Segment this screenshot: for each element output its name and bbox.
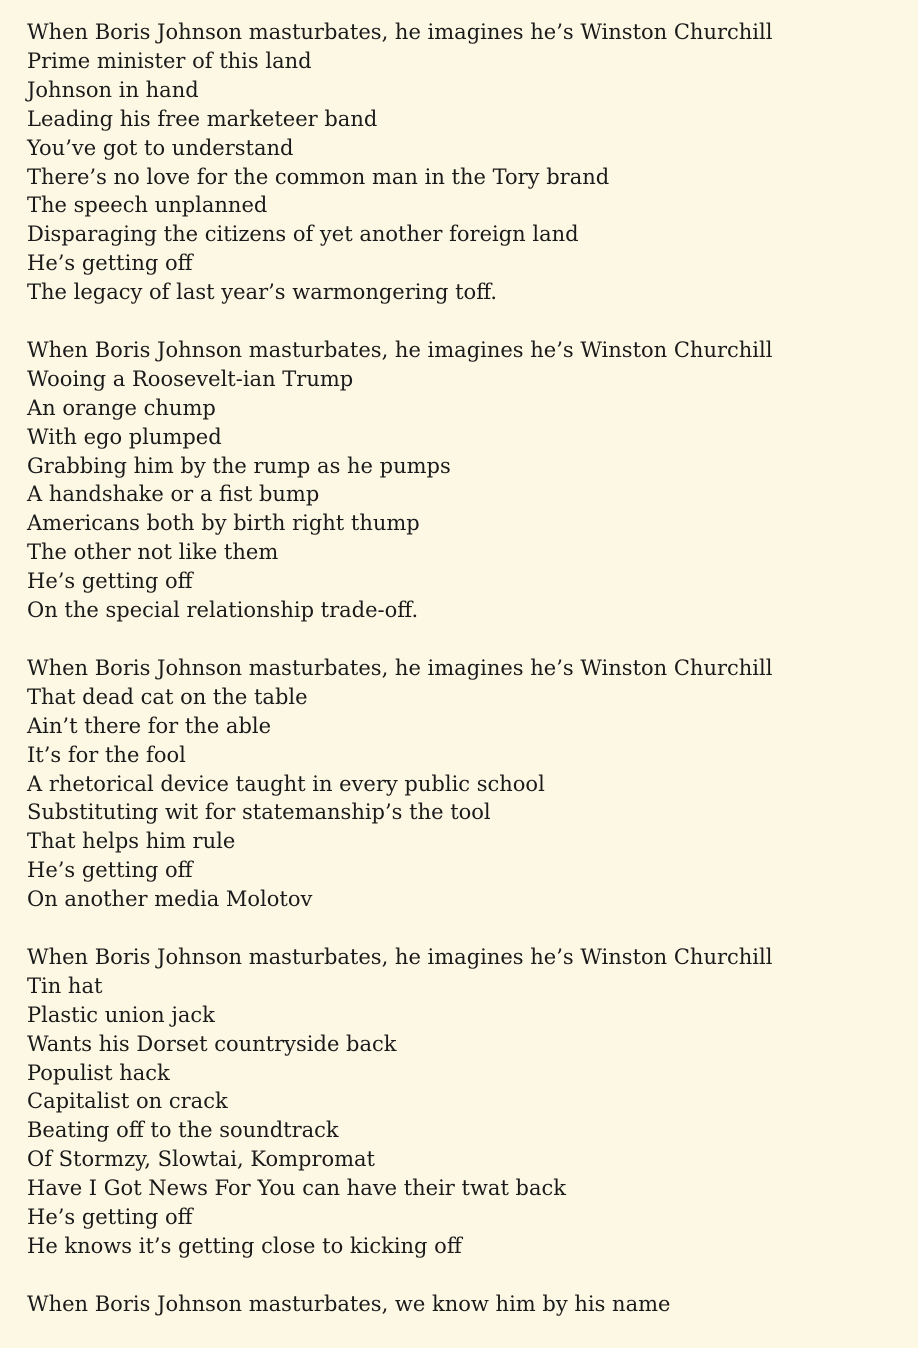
stanza-4 (27, 943, 907, 1261)
poem-line: He’s getting off (27, 251, 193, 276)
stanza-2 (27, 336, 907, 625)
poem-line: When Boris Johnson masturbates, he imagines he’s Winston Churchill (27, 655, 773, 680)
poem-line: When Boris Johnson masturbates, he imagines he’s Winston Churchill (27, 337, 773, 362)
poem-line: The speech unplanned (27, 193, 268, 218)
poem-line: He knows it’s getting close to kicking off (27, 1234, 462, 1259)
poem-line: That helps him rule (27, 829, 236, 854)
poem-line: Prime minister of this land (27, 48, 312, 73)
poem-line: He’s getting off (27, 569, 193, 594)
poem-line: Populist hack (27, 1060, 170, 1085)
poem-line: On the special relationship trade-off. (27, 598, 419, 623)
poem-line: With ego plumped (27, 424, 222, 449)
poem-line: Of Stormzy, Slowtai, Kompromat (27, 1147, 375, 1172)
poem-line: That dead cat on the table (27, 684, 308, 709)
poem-line: The legacy of last year’s warmongering toff. (27, 280, 498, 305)
stanza-1 (27, 18, 907, 307)
poem-text (27, 18, 907, 1348)
poem-line: A handshake or a fist bump (27, 482, 320, 507)
poem-line: Grabbing him by the rump as he pumps (27, 453, 451, 478)
poem-line: Capitalist on crack (27, 1089, 228, 1114)
poem-line: Wooing a Roosevelt-ian Trump (27, 366, 354, 391)
poem-line: You’ve got to understand (27, 135, 294, 160)
poem-line: It’s for the fool (27, 742, 186, 767)
poem-line: He’s getting off (27, 1205, 193, 1230)
poem-line: Johnson in hand (27, 77, 199, 102)
poem-line: Have I Got News For You can have their twat back (27, 1176, 567, 1201)
poem-line: On another media Molotov (27, 887, 313, 912)
poem-line: An orange chump (27, 395, 216, 420)
poem-line: When Boris Johnson masturbates, he imagines he’s Winston Churchill (27, 944, 773, 969)
poem-line: He’s getting off (27, 858, 193, 883)
poem-line: The other not like them (27, 540, 279, 565)
poem-line: Plastic union jack (27, 1002, 215, 1027)
poem-line: Substituting wit for statemanship’s the tool (27, 800, 491, 825)
poem-line: There’s no love for the common man in the Tory brand (27, 164, 610, 189)
poem-line: Leading his free marketeer band (27, 106, 378, 131)
stanza-5 (27, 1290, 907, 1319)
poem-line: Wants his Dorset countryside back (27, 1031, 397, 1056)
poem-line: When Boris Johnson masturbates, he imagines he’s Winston Churchill (27, 20, 773, 44)
poem-line: Americans both by birth right thump (27, 511, 420, 536)
poem-line: A rhetorical device taught in every public school (27, 771, 545, 796)
poem-line: When Boris Johnson masturbates, we know him by his name (27, 1291, 671, 1316)
poem-line: Disparaging the citizens of yet another foreign land (27, 222, 579, 247)
poem-line: Tin hat (27, 973, 103, 998)
poem-line: Ain’t there for the able (27, 713, 272, 738)
stanza-3 (27, 654, 907, 914)
poem-line: Beating off to the soundtrack (27, 1118, 339, 1143)
